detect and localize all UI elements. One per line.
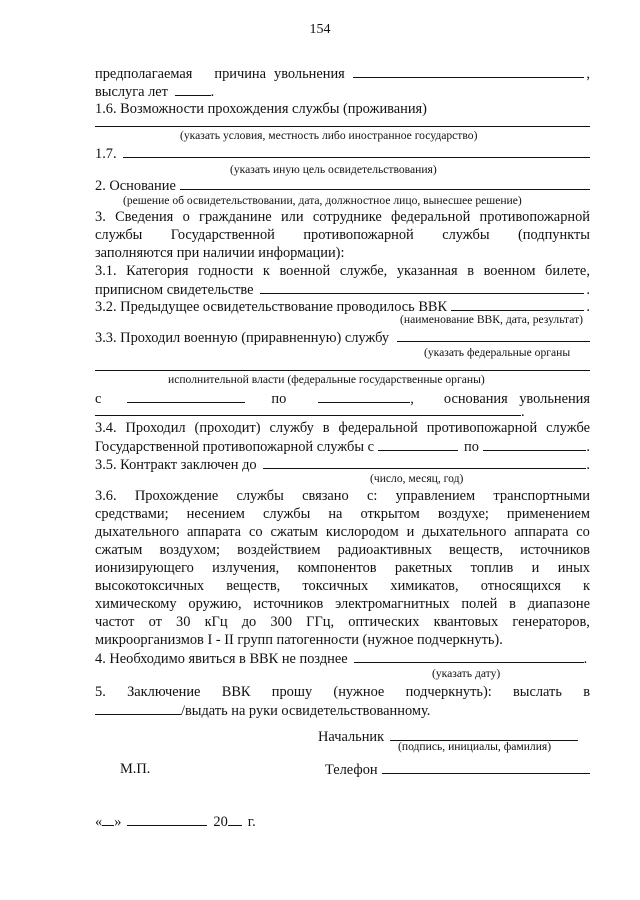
section-4-line: 4. Необходимо явиться в ВВК не позднее .	[95, 651, 588, 667]
previous-exam-field[interactable]	[451, 297, 584, 311]
section-2-caption: (решение об освидетельствовании, дата, должностное лицо, вынесшее решение)	[123, 194, 522, 207]
section-3-3-caption-b: исполнительной власти (федеральные государственные органы)	[168, 373, 485, 386]
fps-service-to-field[interactable]	[483, 437, 586, 451]
section-5-line-1: 5. Заключение ВВК прошу (нужное подчеркнуть): выслать в	[95, 684, 590, 700]
section-1-7-field[interactable]	[123, 144, 590, 158]
military-service-field[interactable]	[397, 328, 590, 342]
page-number: 154	[309, 22, 331, 37]
month-field[interactable]	[127, 812, 207, 826]
section-3-6-line-9: микроорганизмов I - II групп патогенности (нужное подчеркнуть).	[95, 632, 503, 648]
dismissal-grounds-field[interactable]	[95, 402, 521, 416]
appear-deadline-field[interactable]	[354, 649, 584, 663]
chief-signature-line: Начальник	[318, 727, 578, 746]
section-1-7-line: 1.7.	[95, 144, 590, 163]
section-3-5-caption: (число, месяц, год)	[370, 472, 464, 485]
date-line: « » 20 г.	[95, 814, 256, 830]
section-1-6-heading: 1.6. Возможности прохождения службы (проживания)	[95, 101, 427, 117]
section-3-4-line-2: Государственной противопожарной службы с по .	[95, 439, 590, 455]
fps-service-from-field[interactable]	[378, 437, 458, 451]
section-3-6-line-2: средствами; несением службы на открытом воздухе; применением	[95, 506, 590, 522]
section-1-7-caption: (указать иную цель освидетельствования)	[230, 163, 437, 176]
dismissal-grounds-line: .	[95, 402, 590, 421]
service-period-line: с по , основания увольнения	[95, 391, 590, 407]
section-3-5-line: 3.5. Контракт заключен до .	[95, 457, 590, 473]
dismissal-reason-field[interactable]	[353, 64, 585, 78]
section-3-6-line-1: 3.6. Прохождение службы связано с: управлением транспортными	[95, 488, 590, 504]
section-3-2-line: 3.2. Предыдущее освидетельствование проводилось ВВК .	[95, 299, 590, 315]
section-3-6-line-7: химическому оружию, источников электромагнитных полей в диапазоне	[95, 596, 590, 612]
phone-line: Телефон	[325, 760, 590, 779]
section-3-line-2: службы Государственной противопожарной службы (подпункты	[95, 227, 590, 243]
service-years-field[interactable]	[175, 82, 211, 96]
section-5-line-2: /выдать на руки освидетельствованному.	[95, 701, 590, 720]
section-3-1-line-2: приписном свидетельстве .	[95, 282, 590, 298]
fitness-category-field[interactable]	[260, 280, 585, 294]
section-3-4-line-1: 3.4. Проходил (проходит) службу в федеральной противопожарной службе	[95, 420, 590, 436]
section-1-6-field[interactable]	[95, 126, 590, 127]
section-3-3-line: 3.3. Проходил военную (приравненную) службу	[95, 328, 590, 347]
section-3-6-line-6: высокотоксичных веществ, токсичных химикатов, относящихся к	[95, 578, 590, 594]
phone-field[interactable]	[382, 760, 590, 774]
basis-field[interactable]	[180, 176, 590, 190]
section-3-1-line-1: 3.1. Категория годности к военной службе, указанная в военном билете,	[95, 263, 590, 279]
dismissal-reason-line: предполагаемая причина увольнения ,	[95, 66, 590, 82]
contract-date-field[interactable]	[263, 455, 587, 469]
service-years-line: выслуга лет .	[95, 84, 215, 100]
section-3-6-line-3: дыхательного аппарата со сжатым кислородом и дыхательного аппарата со	[95, 524, 590, 540]
service-to-field[interactable]	[318, 389, 410, 403]
section-3-line-3: заполняются при наличии информации):	[95, 245, 345, 261]
federal-bodies-field[interactable]	[95, 370, 590, 371]
day-field[interactable]	[102, 812, 114, 826]
section-3-line-1: 3. Сведения о гражданине или сотруднике федеральной противопожарной	[95, 209, 590, 225]
year-field[interactable]	[228, 812, 242, 826]
send-to-field[interactable]	[95, 701, 181, 715]
service-from-field[interactable]	[127, 389, 245, 403]
section-3-6-line-5: ионизирующего излучения, компонентов ракетных топлив и иных	[95, 560, 590, 576]
section-3-6-line-8: частот от 30 кГц до 300 ГГц, оптических квантовых генераторов,	[95, 614, 590, 630]
stamp-place-label: М.П.	[120, 761, 151, 777]
section-3-6-line-4: сжатым воздухом; воздействием радиоактивных веществ, источников	[95, 542, 590, 558]
chief-signature-caption: (подпись, инициалы, фамилия)	[398, 740, 552, 753]
section-4-caption: (указать дату)	[432, 667, 501, 680]
section-2-line: 2. Основание	[95, 176, 590, 195]
section-3-2-caption: (наименование ВВК, дата, результат)	[400, 313, 584, 326]
section-3-3-caption-a: (указать федеральные органы	[424, 346, 571, 359]
section-1-6-caption: (указать условия, местность либо иностранное государство)	[180, 129, 478, 142]
chief-signature-field[interactable]	[390, 727, 578, 741]
